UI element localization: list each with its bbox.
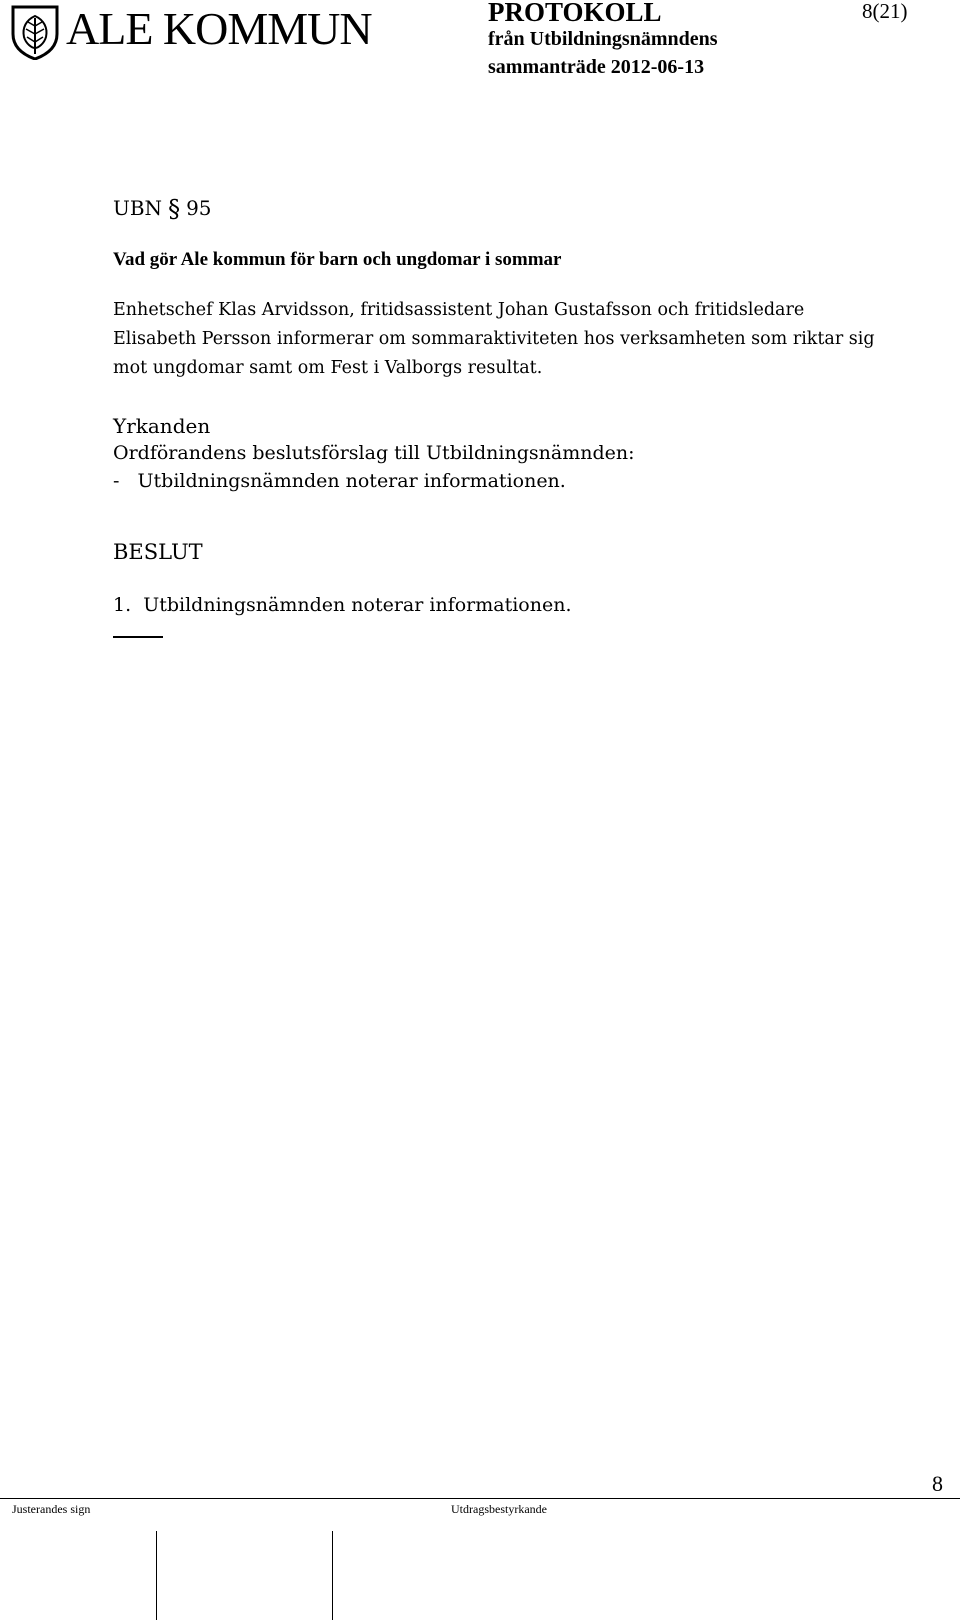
description-line: mot ungdomar samt om Fest i Valborgs resultat. [113, 358, 543, 378]
page-number: 8 [932, 1471, 943, 1496]
item-heading: Vad gör Ale kommun för barn och ungdomar i sommar [113, 249, 562, 270]
document-subtitle-committee: från Utbildningsnämndens [488, 28, 718, 50]
case-number [113, 193, 212, 221]
signature-box-divider [156, 1531, 157, 1620]
extract-certification-label: Utdragsbestyrkande [451, 1502, 547, 1516]
footer-divider [0, 1498, 960, 1499]
page-count: 8(21) [862, 0, 908, 23]
description-line: Elisabeth Persson informerar om sommaraktiviteten hos verksamheten som riktar sig [113, 329, 875, 349]
yrkanden-heading: Yrkanden [113, 414, 211, 438]
case-number-value: 95 [186, 196, 212, 220]
section-sign: § [168, 195, 181, 223]
case-prefix: UBN [113, 196, 163, 220]
end-rule [113, 636, 163, 638]
beslut-heading: BESLUT [113, 540, 203, 564]
description-line: Enhetschef Klas Arvidsson, fritidsassistent Johan Gustafsson och fritidsledare [113, 300, 805, 320]
document-title: PROTOKOLL [488, 0, 662, 27]
beslut-item: 1. Utbildningsnämnden noterar informationen. [113, 594, 572, 616]
signature-box-divider [332, 1531, 333, 1620]
logo-text: ALE KOMMUN [66, 3, 372, 54]
yrkanden-text: Ordförandens beslutsförslag till Utbildningsnämnden: [113, 442, 635, 464]
item-description [113, 296, 933, 383]
document-subtitle-meeting-date: sammanträde 2012-06-13 [488, 56, 705, 78]
municipality-logo-icon [10, 4, 60, 60]
yrkanden-item: - Utbildningsnämnden noterar informationen. [113, 470, 566, 492]
signature-label: Justerandes sign [12, 1502, 91, 1516]
